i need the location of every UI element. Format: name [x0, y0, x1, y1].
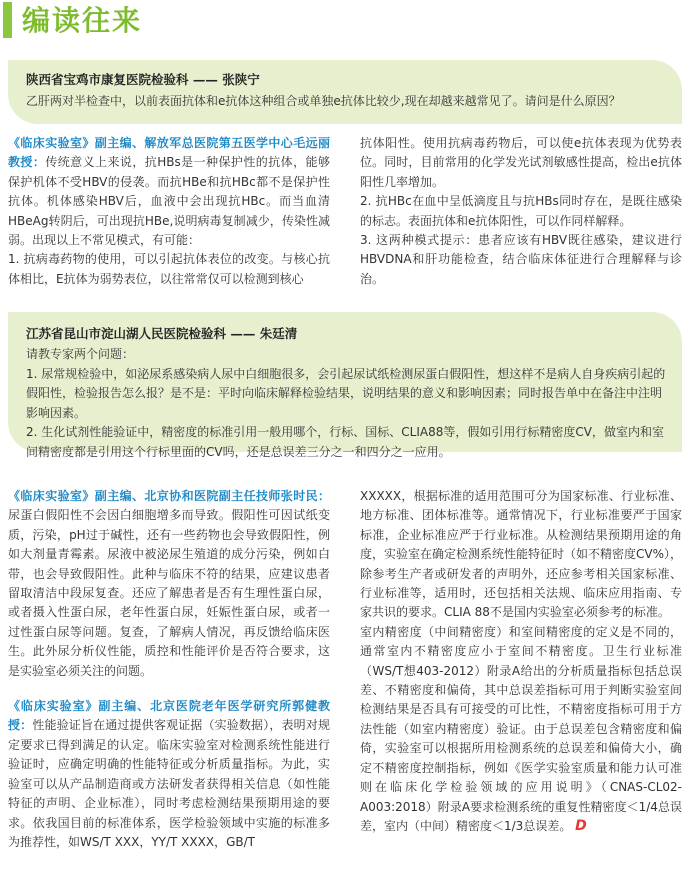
header [0, 0, 690, 44]
question-item: 2. 生化试剂性能验证中，精密度的标准引用一般用哪个，行标、国标、CLIA88等，假如引用行标精密度CV，做室内和室间精密度都是引用这个行标里面的CV吗，还是总误差三分之一和四分之一应用。 [26, 425, 664, 459]
question-asker: 陕西省宝鸡市康复医院检验科 —— 张陕宁 [26, 72, 260, 87]
answer-text: 室内精密度（中间精密度）和室间精密度的定义是不同的，通常室内不精密度应小于室间不精密度。卫生行业标准（WS/T想403-2012）附录A给出的分析质量指标包括总误差、不精密度和偏倚，其中总误差指标可用于判断实验室间检测结果是否具有可接受的可比性，不精密度指标可用于方法性能（如室内精密度）验证。由于总误差包含精密度和偏倚，实验室可以根据所用检测系统的总误差和偏倚大小，确定不精密度控制指标，例如《医学实验室质量和能力认可准则在临床化学检验领域的应用说明》（CNAS-CL02-A003:2018）附录A要求检测系统的重复性精密度＜1/4总误差，室内（中间）精密度＜1/3总误差。 [360, 624, 682, 833]
answer-3-right-column [360, 487, 682, 836]
answer-paragraph [8, 134, 330, 250]
expert-name: 《临床实验室》副主编、北京医院老年医学研究所郭健教授： [8, 699, 330, 733]
expert-name: 《临床实验室》副主编、北京协和医院副主任技师张时民： [8, 489, 330, 503]
answer-paragraph [360, 623, 682, 836]
answer-point: 1. 抗病毒药物的使用，可以引起抗体表位的改变。与核心抗体相比，E抗体为弱势表位，以往常常仅可以检测到核心 [8, 252, 330, 286]
question-text: 乙肝两对半检查中，以前表面抗体和e抗体这种组合或单独e抗体比较少,现在却越来越常见了。请问是什么原因？ [26, 94, 621, 108]
answer-text: 尿蛋白假阳性不会因白细胞增多而导致。假阳性可因试纸变质，污染，pH过于碱性，还有一些药物也会导致假阳性，例如大剂量青霉素。尿液中被泌尿生殖道的成分污染，例如白带，也会导致假阳性。此种与临床不符的结果，应建议患者留取清洁中段尿复查。还应了解患者是否有生理性蛋白尿，或者摄入性蛋白尿，老年性蛋白尿，妊娠性蛋白尿，或者一过性蛋白尿等问题。复查，了解病人情况，再反馈给临床医生。此外尿分析仪性能，质控和性能评价是否符合要求，这是实验室必须关注的问题。 [8, 508, 330, 678]
question-intro: 请教专家两个问题： [26, 347, 135, 361]
end-mark-logo: D [575, 817, 587, 834]
spacer [8, 681, 330, 697]
answer-paragraph [8, 487, 330, 681]
expert-name: 《临床实验室》副主编、解放军总医院第五医学中心毛远丽教授： [8, 136, 330, 170]
answer-text: XXXXX，根据标准的适用范围可分为国家标准、行业标准、地方标准、团体标准等。通常情况下，行业标准要严于国家标准，企业标准应严于行业标准。从检测结果预期用途的角度，实验室在确定检测系统性能特征时（如不精密度CV%），除参考生产者或研发者的声明外，还应参考相关国家标准、行业标准等，适用时，还包括相关法规、临床应用指南、专家共识的要求。CLIA 88不是国内实验室必须参考的标准。 [360, 489, 682, 620]
answer-1-right-column [360, 134, 682, 289]
question-text [26, 345, 666, 462]
answer-point: 2. 抗HBc在血中呈低滴度且与抗HBs同时存在，是既往感染的标志。表面抗体和e抗体阳性，可以作同样解释。 [360, 194, 682, 228]
answer-text: 性能验证旨在通过提供客观证据（实验数据），表明对规定要求已得到满足的认定。临床实验室对检测系统性能进行验证时，应确定明确的性能特征或分析质量指标。为此，实验室可以从产品制造商或方法研发者获得相关信息（如性能特征的声明、企业标准），同时考虑检测结果预期用途的要求。依我国目前的标准体系，医学检验领域中实施的标准多为推荐性，如WS/T XXX，YY/T XXXX，GB/T [8, 718, 330, 849]
question-box-2 [8, 312, 682, 459]
answer-point: 3. 这两种模式提示：患者应该有HBV既往感染，建议进行HBVDNA和肝功能检查，结合临床体征进行合理解释与诊治。 [360, 233, 682, 286]
question-box-1 [8, 60, 682, 124]
answer-1-left-column [8, 134, 330, 289]
answer-text: 传统意义上来说，抗HBs是一种保护性的抗体，能够保护机体不受HBV的侵袭。而抗HBe和抗HBc都不是保护性抗体。机体感染HBV后，血液中会出现抗HBc。而当血清HBeAg转阴后，可出现抗HBe,说明病毒复制减少，传染性减弱。出现以上不常见模式，有可能： [8, 155, 330, 248]
answer-point: 抗体阳性。使用抗病毒药物后，可以使e抗体表现为优势表位。同时，目前常用的化学发光试剂敏感性提高，检出e抗体阳性几率增加。 [360, 136, 682, 189]
answer-2-left-column [8, 487, 330, 852]
question-item: 1. 尿常规检验中，如泌尿系感染病人尿中白细胞很多，会引起尿试纸检测尿蛋白假阳性，想这样不是病人自身疾病引起的假阳性，检验报告怎么报？是不是：平时向临床解释检验结果，说明结果的意义和影响因素；同时报告单中在备注中注明影响因素。 [26, 366, 666, 420]
question-asker: 江苏省昆山市淀山湖人民医院检验科 —— 朱廷清 [26, 326, 298, 341]
header-accent-bar [3, 2, 12, 38]
page-title: 编读往来 [22, 4, 143, 37]
answer-paragraph [8, 697, 330, 852]
